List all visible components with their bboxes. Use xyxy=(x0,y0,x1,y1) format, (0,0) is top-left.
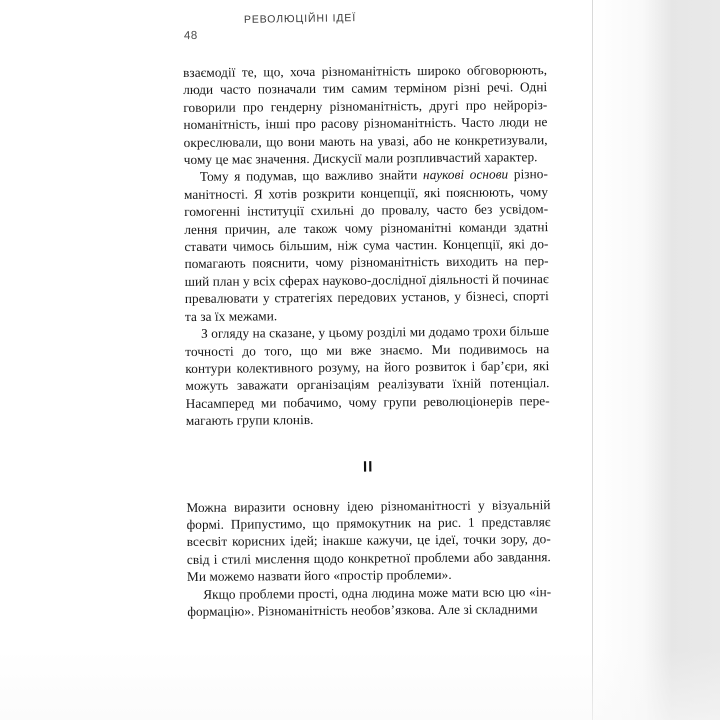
page-right-edge-shading xyxy=(592,0,720,720)
paragraph xyxy=(184,166,549,326)
page-bottom-shading xyxy=(0,650,720,720)
page-number: 48 xyxy=(183,29,198,43)
page-edge-line xyxy=(592,0,593,720)
paragraph: З огляду на сказане, у цьому розділі ми додамо трохи більше точності до того, що ми вже знаємо. Ми подивимось на контури колективного розуму, на його розвиток і бар’єри, які можуть заважати організаціям реалізувати їхній потенціал. Насамперед ми побачимо, чому групи революціонерів перемагають групи клонів. xyxy=(185,323,550,429)
paragraph-lead: Тому я подумав, що важливо знайти xyxy=(199,167,424,185)
section-marker: II xyxy=(362,458,374,476)
running-head: РЕВОЛЮЦІЙНІ ІДЕЇ xyxy=(243,12,357,26)
paragraph: взаємодії те, що, хоча різноманітність широко обговорюють, люди часто позначали тим самим терміном різні речі. Одні говорили про гендерну різноманітність, другі про нейрорізноманітність, інші про расову різноманітність. Часто люди не окреслювали, що вони мають на увазі, або не конкретизували, чому це має значення. Дискусії мали розпливчастий характер. xyxy=(183,62,548,168)
emphasis-text: наукові основи xyxy=(422,166,509,183)
paragraph: Якщо проблеми прості, одна людина може мати всю цю «інформацію». Різноманітність необов’язкова. Але зі складними xyxy=(187,583,552,619)
paragraph-tail: різноманітності. Я хотів розкрити концепції, які пояснюють, чому гомогенні інституції схильні до провалу, часто без усвідомлення причин, але також чому різноманітні команди здатні ставати чимось більшим, ніж сума частин. Концепції, які допомагають пояснити, чому різноманітність виходить на перший план у всіх сферах науково-дослідної діяльності й починає превалювати у стратегіях передових установ, у бізнесі, спорті та за їх межами. xyxy=(183,166,549,324)
text-column xyxy=(183,62,552,620)
paragraph: Можна виразити основну ідею різноманітності у візуальній формі. Припустимо, що прямокутник на рис. 1 представляє всесвіт корисних ідей; інакше кажучи, це ідеї, точки зору, досвід і стилі мислення щодо конкретної проблеми або завдання. Ми можемо назвати його «простір проблеми». xyxy=(186,496,551,585)
